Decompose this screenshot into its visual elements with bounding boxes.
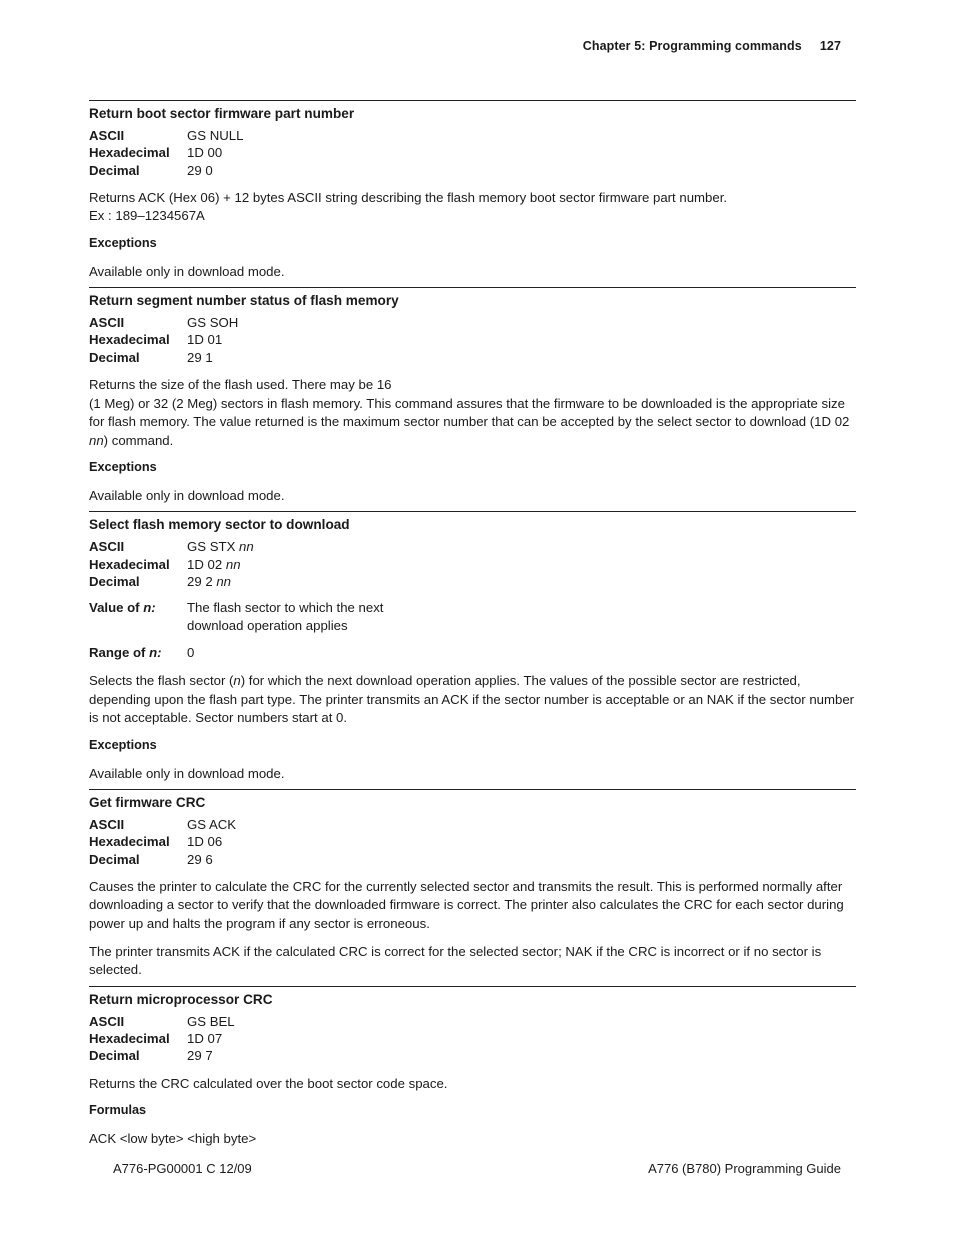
section-title: Get firmware CRC bbox=[89, 794, 206, 810]
description bbox=[89, 672, 856, 728]
value-of-text: Value of bbox=[89, 600, 144, 616]
hex-label: Hexadecimal bbox=[89, 556, 170, 572]
exceptions-heading: Exceptions bbox=[89, 236, 157, 251]
range-of-n-value: 0 bbox=[187, 644, 195, 660]
hex-nn: nn bbox=[225, 556, 241, 572]
section-microprocessor-crc bbox=[89, 986, 856, 1148]
hex-label: Hexadecimal bbox=[89, 145, 170, 161]
exceptions-heading: Exceptions bbox=[89, 460, 157, 475]
dec-label: Decimal bbox=[89, 162, 140, 178]
hex-code: 1D 02 bbox=[187, 556, 226, 572]
hex-row bbox=[89, 1030, 856, 1047]
description: Returns the CRC calculated over the boot sector code space. bbox=[89, 1075, 448, 1091]
ascii-nn: nn bbox=[239, 539, 254, 555]
range-of-n: n: bbox=[149, 644, 162, 660]
ascii-value bbox=[187, 538, 856, 555]
description-line1: Returns the size of the flash used. There may be 16 bbox=[89, 376, 392, 392]
ascii-row bbox=[89, 816, 856, 833]
description-n: n bbox=[233, 673, 241, 689]
example-text: Ex : 189–1234567A bbox=[89, 208, 205, 224]
hex-value: 1D 01 bbox=[187, 332, 223, 348]
section-title: Return boot sector firmware part number bbox=[89, 106, 355, 121]
dec-value: 29 6 bbox=[187, 851, 213, 867]
description-end: ) command. bbox=[103, 432, 174, 448]
dec-code: 29 2 bbox=[187, 573, 217, 589]
footer-document-title: A776 (B780) Programming Guide bbox=[648, 1161, 841, 1176]
running-header bbox=[583, 39, 841, 53]
description-nn: nn bbox=[89, 432, 104, 448]
dec-row bbox=[89, 573, 856, 590]
ascii-label: ASCII bbox=[89, 315, 125, 331]
ascii-label: ASCII bbox=[89, 128, 125, 143]
description bbox=[89, 189, 856, 226]
description-rest: (1 Meg) or 32 (2 Meg) sectors in flash memory. This command assures that the firmware to be downloaded is the appropriate size for flash memory. The value returned is the maximum sector number that can be accepted by the select sector to download (1D 02 bbox=[89, 395, 850, 430]
dec-label: Decimal bbox=[89, 1048, 140, 1064]
value-of-n: n: bbox=[143, 600, 156, 616]
hex-row bbox=[89, 833, 856, 850]
ascii-row bbox=[89, 538, 856, 555]
page-number: 127 bbox=[819, 39, 841, 53]
dec-value: 29 0 bbox=[187, 162, 213, 178]
ascii-value: GS BEL bbox=[187, 1013, 235, 1029]
ascii-code: GS STX bbox=[187, 539, 240, 555]
description-text: Returns ACK (Hex 06) + 12 bytes ASCII string describing the flash memory boot sector firmware part number. bbox=[89, 189, 728, 205]
ascii-label: ASCII bbox=[89, 1013, 125, 1029]
dec-label: Decimal bbox=[89, 573, 140, 589]
dec-label: Decimal bbox=[89, 349, 140, 365]
section-select-flash-sector bbox=[89, 511, 856, 783]
hex-row bbox=[89, 144, 856, 161]
ascii-label: ASCII bbox=[89, 816, 125, 832]
description-b: ) for which the next download operation applies. The values of the possible sector are restricted, depending upon the flash part type. The printer transmits an ACK if the sector number is acceptable or an NAK if the sector number is not acceptable. Sector numbers start at 0. bbox=[89, 673, 855, 726]
dec-value: 29 7 bbox=[187, 1048, 213, 1064]
hex-value bbox=[187, 556, 856, 573]
section-segment-number-status bbox=[89, 287, 856, 505]
exceptions-heading: Exceptions bbox=[89, 737, 157, 752]
ascii-row bbox=[89, 1013, 856, 1030]
exceptions-text: Available only in download mode. bbox=[89, 488, 285, 504]
hex-value: 1D 00 bbox=[187, 145, 223, 161]
footer-document-id: A776-PG00001 C 12/09 bbox=[113, 1161, 252, 1176]
formulas-text: ACK <low byte> <high byte> bbox=[89, 1131, 257, 1147]
exceptions-text: Available only in download mode. bbox=[89, 765, 285, 781]
ascii-row bbox=[89, 314, 856, 331]
exceptions-text: Available only in download mode. bbox=[89, 264, 285, 280]
dec-nn: nn bbox=[216, 573, 232, 589]
ascii-value: GS SOH bbox=[187, 315, 239, 331]
value-of-n-row bbox=[89, 599, 856, 634]
value-of-n-label bbox=[89, 599, 187, 634]
chapter-title: Chapter 5: Programming commands bbox=[582, 39, 802, 53]
ascii-label: ASCII bbox=[89, 539, 125, 555]
dec-row bbox=[89, 349, 856, 366]
dec-row bbox=[89, 162, 856, 179]
dec-value bbox=[187, 573, 856, 590]
description-a: Selects the flash sector ( bbox=[89, 673, 234, 689]
section-boot-sector-part-number bbox=[89, 100, 856, 281]
hex-label: Hexadecimal bbox=[89, 332, 170, 348]
dec-row bbox=[89, 1047, 856, 1064]
ascii-row bbox=[89, 127, 856, 144]
hex-row bbox=[89, 331, 856, 348]
hex-label: Hexadecimal bbox=[89, 1031, 170, 1047]
range-of-n-label bbox=[89, 644, 187, 661]
section-get-firmware-crc bbox=[89, 789, 856, 980]
description-1: Causes the printer to calculate the CRC for the currently selected sector and transmits the result. This is performed normally after downloading a sector to verify that the downloaded firmware is correct. The printer also calculates the CRC for each sector during power up and halts the program if any sector is erroneous. bbox=[89, 878, 844, 931]
hex-value: 1D 07 bbox=[187, 1031, 223, 1047]
section-title: Select flash memory sector to download bbox=[89, 517, 350, 533]
section-title: Return microprocessor CRC bbox=[89, 991, 273, 1007]
range-of-n-row bbox=[89, 644, 856, 661]
hex-label: Hexadecimal bbox=[89, 834, 170, 850]
page-content bbox=[89, 100, 856, 1148]
value-line1: The flash sector to which the next bbox=[187, 600, 384, 616]
hex-value: 1D 06 bbox=[187, 834, 223, 850]
ascii-value: GS NULL bbox=[187, 128, 244, 143]
hex-row bbox=[89, 556, 856, 573]
value-of-n-value bbox=[187, 599, 856, 634]
formulas-heading: Formulas bbox=[89, 1103, 147, 1118]
dec-row bbox=[89, 851, 856, 868]
description bbox=[89, 376, 856, 450]
ascii-value: GS ACK bbox=[187, 816, 237, 832]
dec-value: 29 1 bbox=[187, 349, 213, 365]
description-2: The printer transmits ACK if the calculated CRC is correct for the selected sector; NAK if the CRC is incorrect or if no sector is selected. bbox=[89, 943, 822, 978]
section-title: Return segment number status of flash memory bbox=[89, 293, 399, 309]
dec-label: Decimal bbox=[89, 851, 140, 867]
value-line2: download operation applies bbox=[187, 617, 348, 633]
range-of-text: Range of bbox=[89, 644, 150, 660]
